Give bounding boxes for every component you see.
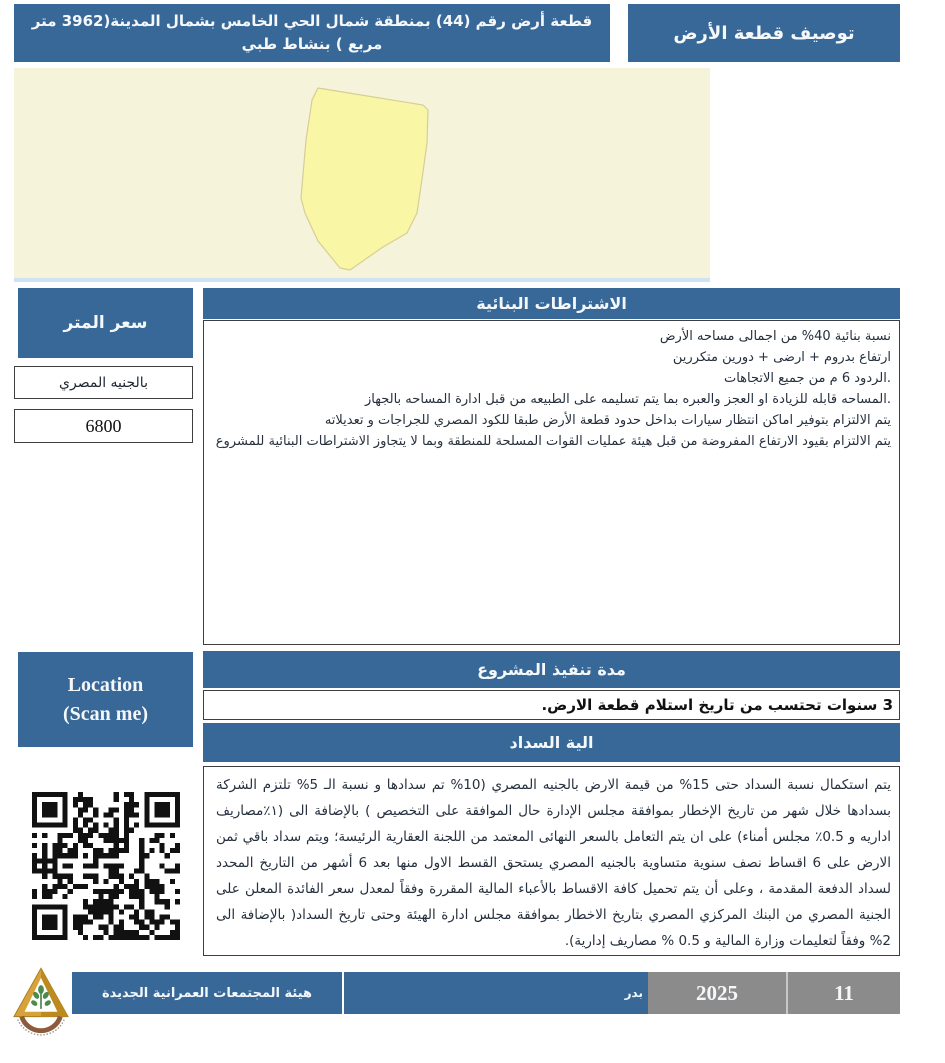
- plot-title-header: [14, 4, 610, 62]
- project-duration-title: مدة تنفيذ المشروع: [477, 660, 626, 679]
- footer-bar: [72, 972, 900, 1014]
- price-value: 6800: [85, 415, 122, 436]
- project-duration-header: [203, 651, 900, 688]
- price-value-box: [14, 409, 193, 443]
- city-label: بدر: [624, 986, 643, 1000]
- footer-plot-number: 11: [788, 972, 900, 1014]
- section-title: توصيف قطعة الأرض: [673, 22, 855, 44]
- price-header-label: سعر المتر: [63, 313, 148, 333]
- requirement-line: نسبة بنائية 40% من اجمالى مساحه الأرض: [659, 329, 891, 344]
- requirement-line: يتم الالتزام بقيود الارتفاع المفروضة من قبل هيئة عمليات القوات المسلحة للمنطقة وبما لا يتجاوز الاشتراطات البنائية للمشروع: [215, 434, 891, 449]
- payment-terms-text: يتم استكمال نسبة السداد حتى 15% من قيمة الارض بالجنيه المصري (10% تم سدادها و نسبة الـ 5% تلتزم الشركة بسدادها خلال شهر من تاريخ الإخطار بموافقة مجلس الإدارة حال الموافقة على التخصيص ) بالإضافة الى (١٪مصاريف اداريه و 0.5٪ مجلس أمناء) على ان يتم التعامل بالسعر النهائى المعتمد من اللجنة العقارية الرئيسة؛ ويتم سداد باقي ثمن الارض على 6 اقساط نصف سنوية متساوية بالجنيه المصري يستحق القسط الاول منها بعد 6 أشهر من التاريخ المحدد لسداد الدفعة المقدمة ، وعلى أن يتم تحميل كافة الاقساط بالأعباء المالية المقررة وفقاً لمعدل سعر الفائدة المعلن على الجنية المصري من البنك المركزي المصري بتاريخ الاخطار بموافقة مجلس ادارة الهيئة وحتى تاريخ السداد( بالإضافة الى 2% وفقاً لتعليمات وزارة المالية و 0.5 % مصاريف إدارية).: [216, 777, 892, 949]
- project-duration-value: 3 سنوات تحتسب من تاريخ استلام قطعة الارض.: [541, 696, 893, 714]
- plot-map-canvas: [14, 68, 710, 282]
- footer-year: 2025: [648, 972, 786, 1014]
- authority-name: هيئة المجتمعات العمرانية الجديدة: [72, 972, 342, 1014]
- building-requirements-title: الاشتراطات البنائية: [476, 294, 627, 313]
- location-label: Location: [67, 673, 144, 696]
- currency-box: [14, 366, 193, 399]
- requirement-line: .الردود 6 م من جميع الاتجاهات: [723, 371, 891, 386]
- requirement-line: .المساحه قابله للزيادة او العجز والعبره بما يتم تسليمه على الطبيعه من قبل ادارة المساحه بالجهاز: [365, 392, 891, 407]
- payment-terms-box: [203, 766, 900, 956]
- building-requirements-header: [203, 288, 900, 319]
- authority-logo-icon: [12, 966, 70, 1044]
- qr-code: [32, 792, 180, 940]
- plot-map: [14, 68, 710, 282]
- price-per-meter-header: [18, 288, 193, 358]
- building-requirements-box: [203, 320, 900, 645]
- footer-city-cell: [344, 972, 648, 1014]
- requirement-line: يتم الالتزام بتوفير اماكن انتظار سيارات بداخل حدود قطعة الأرض طبقا للكود المصري للجراجات و تعديلاته: [324, 413, 891, 428]
- requirement-line: ارتفاع بدروم + ارضى + دورين متكررين: [672, 350, 891, 365]
- map-road-line: [14, 278, 710, 282]
- qr-code-container: [32, 792, 180, 940]
- payment-mechanism-title: الية السداد: [509, 733, 594, 752]
- payment-mechanism-header: [203, 723, 900, 762]
- plot-title: قطعة أرض رقم (44) بمنطقة شمال الحي الخامس بشمال المدينة(3962 متر مربع ) بنشاط طبي: [31, 11, 593, 53]
- plot-polygon: [301, 88, 428, 270]
- location-scan-header: [18, 652, 193, 747]
- section-title-header: [628, 4, 900, 62]
- currency-label: بالجنيه المصري: [59, 374, 148, 391]
- scan-me-label: (Scan me): [63, 702, 148, 725]
- project-duration-value-row: [203, 690, 900, 720]
